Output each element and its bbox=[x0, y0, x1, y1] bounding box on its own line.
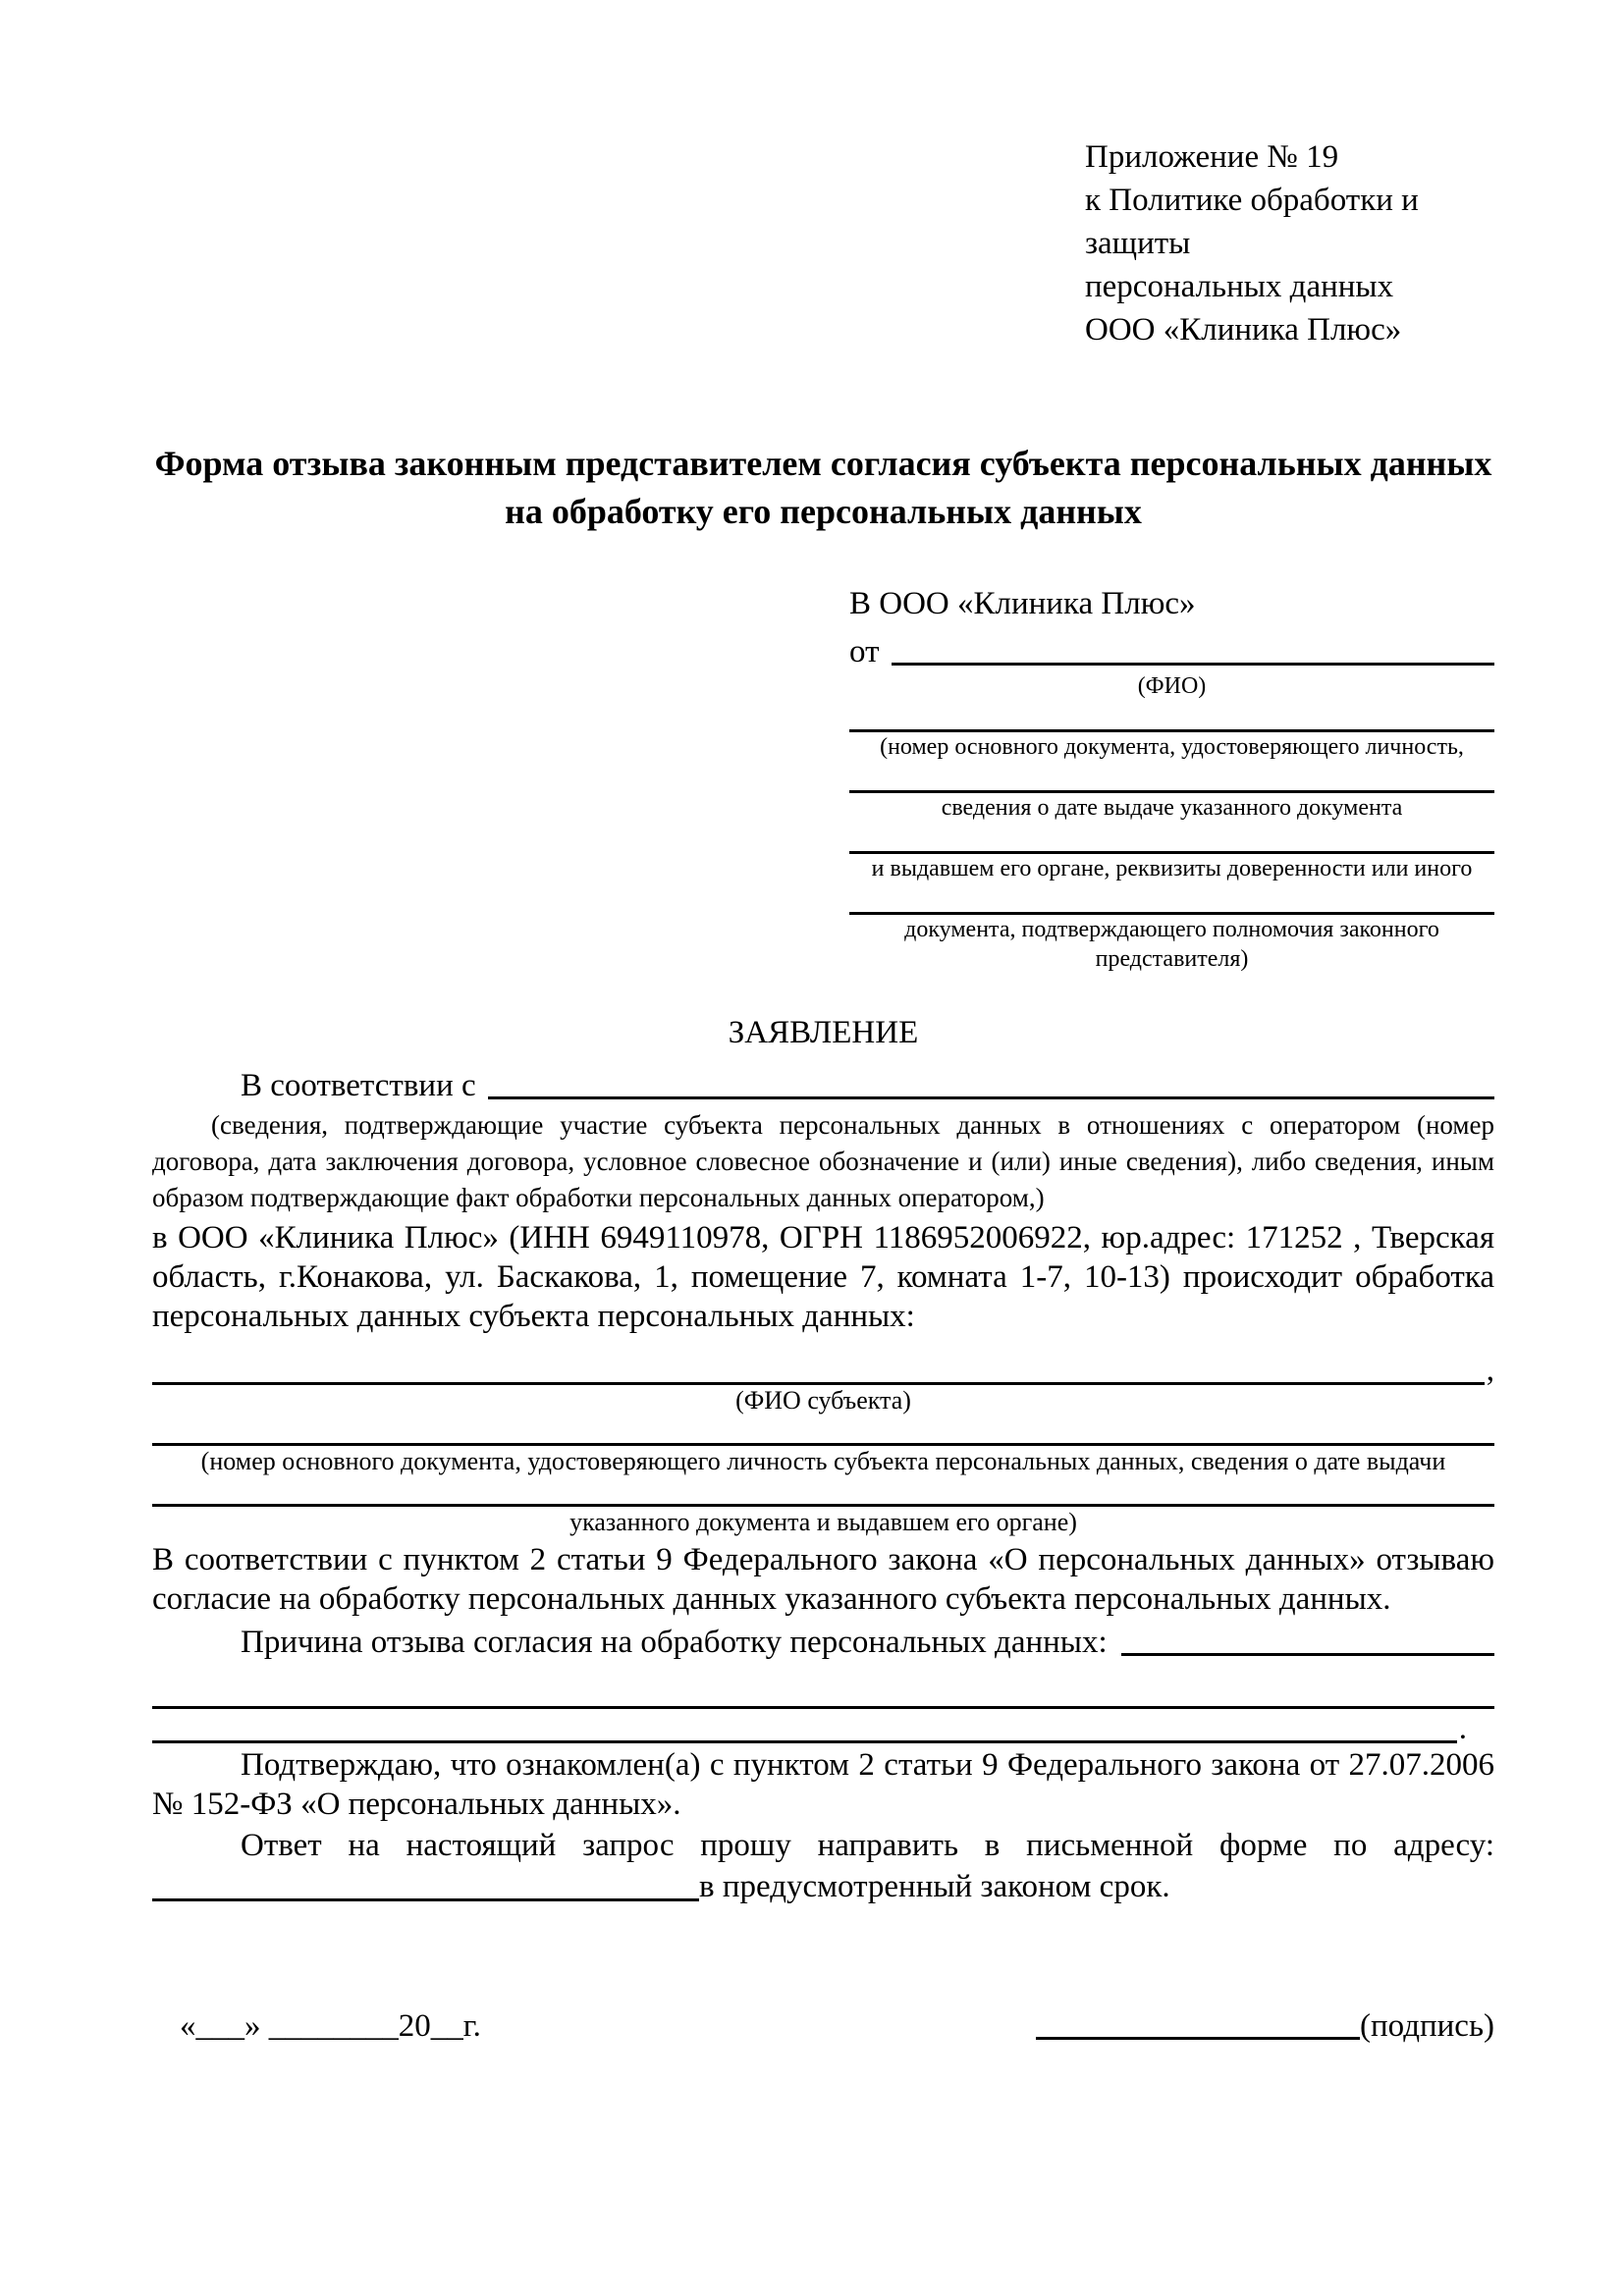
authority-document-caption: документа, подтверждающего полномочия законного представителя) bbox=[904, 917, 1439, 972]
reply-paragraph: Ответ на настоящий запрос прошу направить в письменной форме по адресу: bbox=[241, 1828, 1494, 1863]
reply-address-field bbox=[152, 1865, 1494, 1906]
basis-field bbox=[152, 1062, 1494, 1105]
fio-caption: (ФИО) bbox=[1137, 673, 1207, 699]
subject-fio-suffix: , bbox=[1486, 1353, 1494, 1388]
reason-fill-line bbox=[1121, 1621, 1494, 1656]
reason-fill-line-2 bbox=[152, 1672, 1494, 1709]
reason-fill-line-3 bbox=[152, 1709, 1457, 1743]
representative-document-caption: (номер основного документа, удостоверяющего личность, bbox=[880, 734, 1464, 760]
withdrawal-paragraph: В соответствии с пунктом 2 статьи 9 Федерального закона «О персональных данных» отзываю согласие на обработку персональных данных указанного субъекта персональных данных. bbox=[152, 1542, 1494, 1617]
subject-fio-fill-line bbox=[152, 1350, 1485, 1385]
subject-document-caption: (номер основного документа, удостоверяющего личность субъекта персональных данных, сведения о дате выдачи bbox=[200, 1447, 1446, 1475]
representative-document-field bbox=[849, 701, 1494, 762]
document-issue-date-field bbox=[849, 762, 1494, 823]
issuing-authority-caption: и выдавшем его органе, реквизиты доверенности или иного bbox=[871, 856, 1473, 881]
reason-line-suffix: . bbox=[1458, 1711, 1467, 1746]
subject-document-field bbox=[152, 1416, 1494, 1477]
reason-label: Причина отзыва согласия на обработку персональных данных: bbox=[241, 1625, 1108, 1660]
addressee-block bbox=[849, 581, 1494, 974]
subject-document-issuer-fill-line bbox=[152, 1477, 1494, 1507]
basis-fill-line bbox=[488, 1062, 1494, 1099]
operator-paragraph: в ООО «Клиника Плюс» (ИНН 6949110978, ОГРН 1186952006922, юр.адрес: 171252 , Тверская область, г.Конакова, ул. Баскакова, 1, помещение 7, комната 1-7, 10-13) происходит обработка персональных данных субъекта персональных данных: bbox=[152, 1220, 1494, 1334]
reason-field bbox=[152, 1621, 1494, 1662]
subject-fio-field bbox=[152, 1350, 1494, 1416]
subject-document-issuer-field bbox=[152, 1477, 1494, 1538]
signature-caption: (подпись) bbox=[1360, 2008, 1494, 2044]
document-issue-date-fill-line bbox=[849, 762, 1494, 793]
reply-suffix: в предусмотренный законом срок. bbox=[699, 1869, 1170, 1904]
reason-fill-line-3-row bbox=[152, 1709, 1494, 1746]
from-label: от bbox=[849, 634, 880, 669]
document-issue-date-caption: сведения о дате выдаче указанного документа bbox=[941, 795, 1403, 821]
appendix-block bbox=[1085, 135, 1494, 351]
from-field bbox=[849, 626, 1494, 671]
addressee-organization: В ООО «Клиника Плюс» bbox=[849, 586, 1196, 621]
footer-spacer bbox=[481, 2002, 1036, 2046]
signature-fill-line bbox=[1036, 2002, 1360, 2040]
statement-heading: ЗАЯВЛЕНИЕ bbox=[728, 1015, 919, 1050]
date-blank: «___» ________20__г. bbox=[180, 2008, 481, 2044]
representative-fio-fill-line bbox=[892, 626, 1495, 666]
issuing-authority-field bbox=[849, 823, 1494, 883]
appendix-line-2: к Политике обработки и защиты bbox=[1085, 183, 1419, 261]
subject-fio-caption: (ФИО субъекта) bbox=[735, 1386, 911, 1415]
document-title: Форма отзыва законным представителем согласия субъекта персональных данных на обработку его персональных данных bbox=[154, 444, 1492, 531]
issuing-authority-fill-line bbox=[849, 823, 1494, 854]
subject-document-fill-line bbox=[152, 1416, 1494, 1446]
subject-fio-rule-row bbox=[152, 1350, 1494, 1388]
representative-document-fill-line bbox=[849, 701, 1494, 732]
appendix-line-1: Приложение № 19 bbox=[1085, 139, 1339, 175]
basis-label: В соответствии с bbox=[241, 1068, 476, 1103]
basis-fine-print: (сведения, подтверждающие участие субъекта персональных данных в отношениях с оператором (номер договора, дата заключения договора, условное словесное обозначение и (или) иные сведения), либо сведения, иным образом подтверждающие факт обработки персональных данных оператором,) bbox=[152, 1110, 1494, 1212]
reply-address-fill-line bbox=[152, 1865, 699, 1901]
confirm-paragraph: Подтверждаю, что ознакомлен(а) с пунктом 2 статьи 9 Федерального закона от 27.07.2006 № 152-ФЗ «О персональных данных». bbox=[152, 1747, 1494, 1822]
authority-document-fill-line bbox=[849, 883, 1494, 915]
authority-document-field bbox=[849, 883, 1494, 974]
subject-document-issuer-caption: указанного документа и выдавшем его органе) bbox=[569, 1508, 1077, 1536]
appendix-line-3: персональных данных bbox=[1085, 269, 1394, 304]
date-signature-row bbox=[152, 2002, 1494, 2046]
appendix-line-4: ООО «Клиника Плюс» bbox=[1085, 312, 1402, 347]
